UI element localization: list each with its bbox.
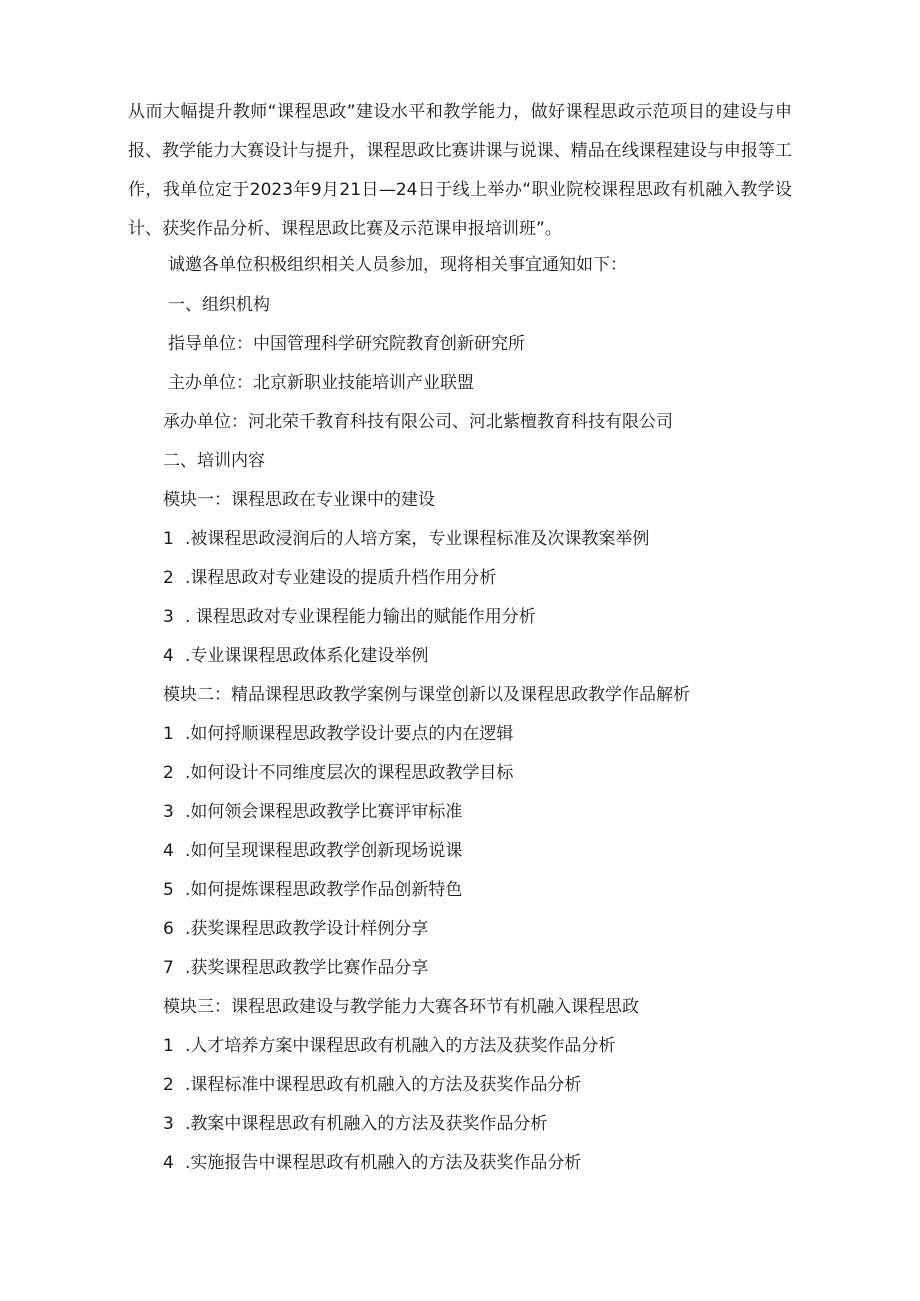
list-item [163,644,428,668]
section2-heading: 二、培训内容 [163,451,265,471]
item-number: 3 [163,607,174,627]
list-item [163,878,462,902]
item-text: .如何领会课程思政教学比赛评审标准 [185,802,463,822]
item-number: 4 [163,841,174,861]
list-item [163,527,649,551]
item-text: .教案中课程思政有机融入的方法及获奖作品分析 [185,1114,548,1134]
item-text: .实施报告中课程思政有机融入的方法及获奖作品分析 [185,1153,582,1173]
module3-title: 模块三：课程思政建设与教学能力大赛各环节有机融入课程思政 [163,997,639,1017]
item-text: .如何捋顺课程思政教学设计要点的内在逻辑 [185,724,514,744]
list-item [163,956,428,980]
section1-heading: 一、组织机构 [168,295,270,315]
item-number: 1 [163,529,174,549]
item-number: 2 [163,1075,174,1095]
list-item [163,917,428,941]
item-text: .课程标准中课程思政有机融入的方法及获奖作品分析 [185,1075,582,1095]
list-item [163,1112,547,1136]
list-item [163,1034,615,1058]
intro-paragraph: 从而大幅提升教师“课程思政”建设水平和教学能力，做好课程思政示范项目的建设与申报、教学能力大赛设计与提升，课程思政比赛讲课与说课、精品在线课程建设与申报等工作，我单位定于2023年9月21日—24日于线上举办“职业院校课程思政有机融入教学设计、获奖作品分析、课程思政比赛及示范课申报培训班”。 [128,102,792,239]
item-number: 4 [163,1153,174,1173]
guide-unit: 指导单位：中国管理科学研究院教育创新研究所 [168,334,525,354]
item-text: .如何设计不同维度层次的课程思政教学目标 [185,763,514,783]
item-text: .如何呈现课程思政教学创新现场说课 [185,841,463,861]
item-number: 5 [163,880,174,900]
item-text: .被课程思政浸润后的人培方案，专业课程标准及次课教案举例 [185,529,650,549]
item-number: 4 [163,646,174,666]
item-number: 3 [163,802,174,822]
list-item [163,566,496,590]
item-number: 3 [163,1114,174,1134]
item-text: .获奖课程思政教学设计样例分享 [185,919,429,939]
list-item [163,722,513,746]
list-item [163,605,536,629]
host-unit: 主办单位：北京新职业技能培训产业联盟 [168,373,474,393]
item-text: . 课程思政对专业课程能力输出的赋能作用分析 [185,607,536,627]
list-item [163,1073,581,1097]
item-text: .课程思政对专业建设的提质升档作用分析 [185,568,497,588]
list-item [163,1151,581,1175]
item-text: .获奖课程思政教学比赛作品分享 [185,958,429,978]
organizer-unit: 承办单位：河北荣千教育科技有限公司、河北紫檀教育科技有限公司 [163,412,673,432]
item-text: .专业课课程思政体系化建设举例 [185,646,429,666]
module1-title: 模块一：课程思政在专业课中的建设 [163,490,435,510]
list-item [163,761,513,785]
module2-title: 模块二：精品课程思政教学案例与课堂创新以及课程思政教学作品解析 [163,685,690,705]
item-text: .如何提炼课程思政教学作品创新特色 [185,880,463,900]
item-number: 2 [163,763,174,783]
item-number: 1 [163,724,174,744]
item-number: 1 [163,1036,174,1056]
item-number: 6 [163,919,174,939]
item-text: .人才培养方案中课程思政有机融入的方法及获奖作品分析 [185,1036,616,1056]
list-item [163,800,462,824]
item-number: 2 [163,568,174,588]
item-number: 7 [163,958,174,978]
list-item [163,839,462,863]
invite-text: 诚邀各单位积极组织相关人员参加，现将相关事宜通知如下： [168,255,627,275]
